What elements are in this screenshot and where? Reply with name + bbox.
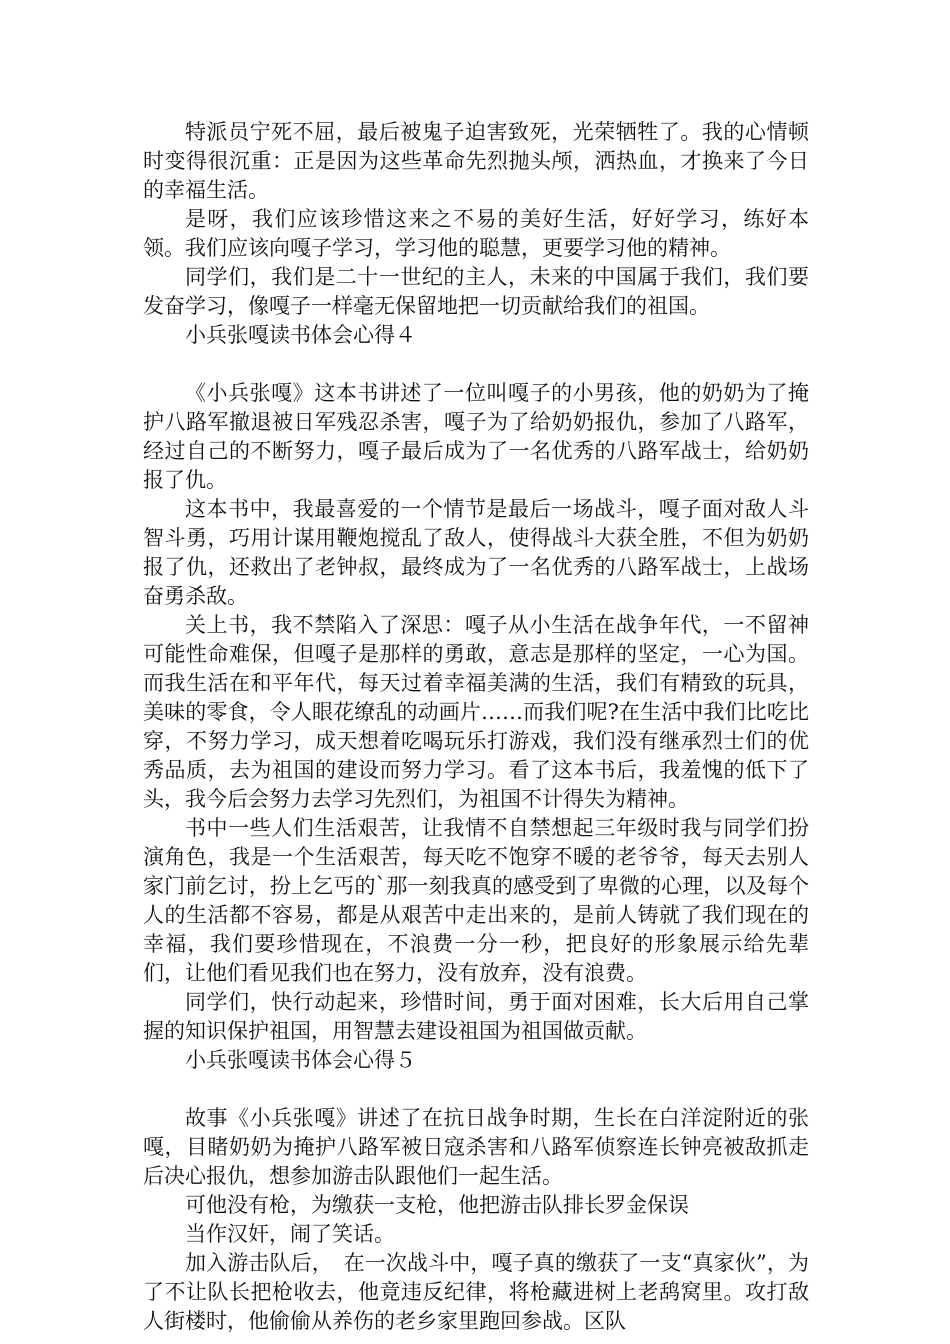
- paragraph: 是呀，我们应该珍惜这来之不易的美好生活，好好学习，练好本领。我们应该向嘎子学习，学习他的聪慧，更要学习他的精神。: [143, 207, 809, 260]
- paragraph: 关上书，我不禁陷入了深思：嘎子从小生活在战争年代，一不留神可能性命难保，但嘎子是那样的勇敢，意志是那样的坚定，一心为国。而我生活在和平年代，每天过着幸福美满的生活，我们有精致的玩具，美味的零食，令人眼花缭乱的动画片……而我们呢?在生活中我们比吃比穿，不努力学习，成天想着吃喝玩乐打游戏，我们没有继承烈士们的优秀品质，去为祖国的建设而努力学习。看了这本书后，我羞愧的低下了头，我今后会努力去学习先烈们，为祖国不计得失为精神。: [143, 613, 809, 811]
- paragraph: 同学们，我们是二十一世纪的主人，未来的中国属于我们，我们要发奋学习，像嘎子一样毫无保留地把一切贡献给我们的祖国。: [143, 265, 809, 318]
- section-title: 小兵张嘎读书体会心得４: [185, 323, 416, 347]
- section-title: 小兵张嘎读书体会心得５: [185, 1048, 416, 1072]
- paragraph: 当作汉奸，闹了笑话。: [185, 1222, 395, 1246]
- paragraph: 加入游击队后， 在一次战斗中，嘎子真的缴获了一支“真家伙”，为了不让队长把枪收去，他竟违反纪律，将枪藏进树上老鸹窝里。攻打敌人街楼时，他偷偷从养伤的老乡家里跑回参战。区队: [143, 1251, 809, 1333]
- paragraph: 特派员宁死不屈，最后被鬼子迫害致死，光荣牺牲了。我的心情顿时变得很沉重：正是因为这些革命先烈抛头颅，洒热血，才换来了今日的幸福生活。: [143, 120, 809, 202]
- paragraph: 这本书中，我最喜爱的一个情节是最后一场战斗，嘎子面对敌人斗智斗勇，巧用计谋用鞭炮搅乱了敌人，使得战斗大获全胜，不但为奶奶报了仇，还救出了老钟叔，最终成为了一名优秀的八路军战士，上战场奋勇杀敌。: [143, 497, 809, 608]
- paragraph: 可他没有枪，为缴获一支枪，他把游击队排长罗金保误: [185, 1193, 689, 1217]
- blank-line: [143, 1075, 809, 1104]
- paragraph: 故事《小兵张嘎》讲述了在抗日战争时期，生长在白洋淀附近的张嘎，目睹奶奶为掩护八路军被日寇杀害和八路军侦察连长钟亮被敌抓走后决心报仇，想参加游击队跟他们一起生活。: [143, 1106, 809, 1188]
- blank-line: [143, 350, 809, 379]
- paragraph: 《小兵张嘎》这本书讲述了一位叫嘎子的小男孩，他的奶奶为了掩护八路军撤退被日军残忍杀害，嘎子为了给奶奶报仇，参加了八路军，经过自己的不断努力，嘎子最后成为了一名优秀的八路军战士，给奶奶报了仇。: [143, 381, 809, 492]
- paragraph: 书中一些人们生活艰苦，让我情不自禁想起三年级时我与同学们扮演角色，我是一个生活艰苦，每天吃不饱穿不暖的老爷爷，每天去别人家门前乞讨，扮上乞丐的`那一刻我真的感受到了卑微的心理，以及每个人的生活都不容易，都是从艰苦中走出来的，是前人铸就了我们现在的幸福，我们要珍惜现在，不浪费一分一秒，把良好的形象展示给先辈们，让他们看见我们也在努力，没有放弃，没有浪费。: [143, 816, 809, 985]
- paragraph: 同学们，快行动起来，珍惜时间，勇于面对困难，长大后用自己掌握的知识保护祖国，用智慧去建设祖国为祖国做贡献。: [143, 990, 809, 1043]
- document-page: [143, 118, 809, 1336]
